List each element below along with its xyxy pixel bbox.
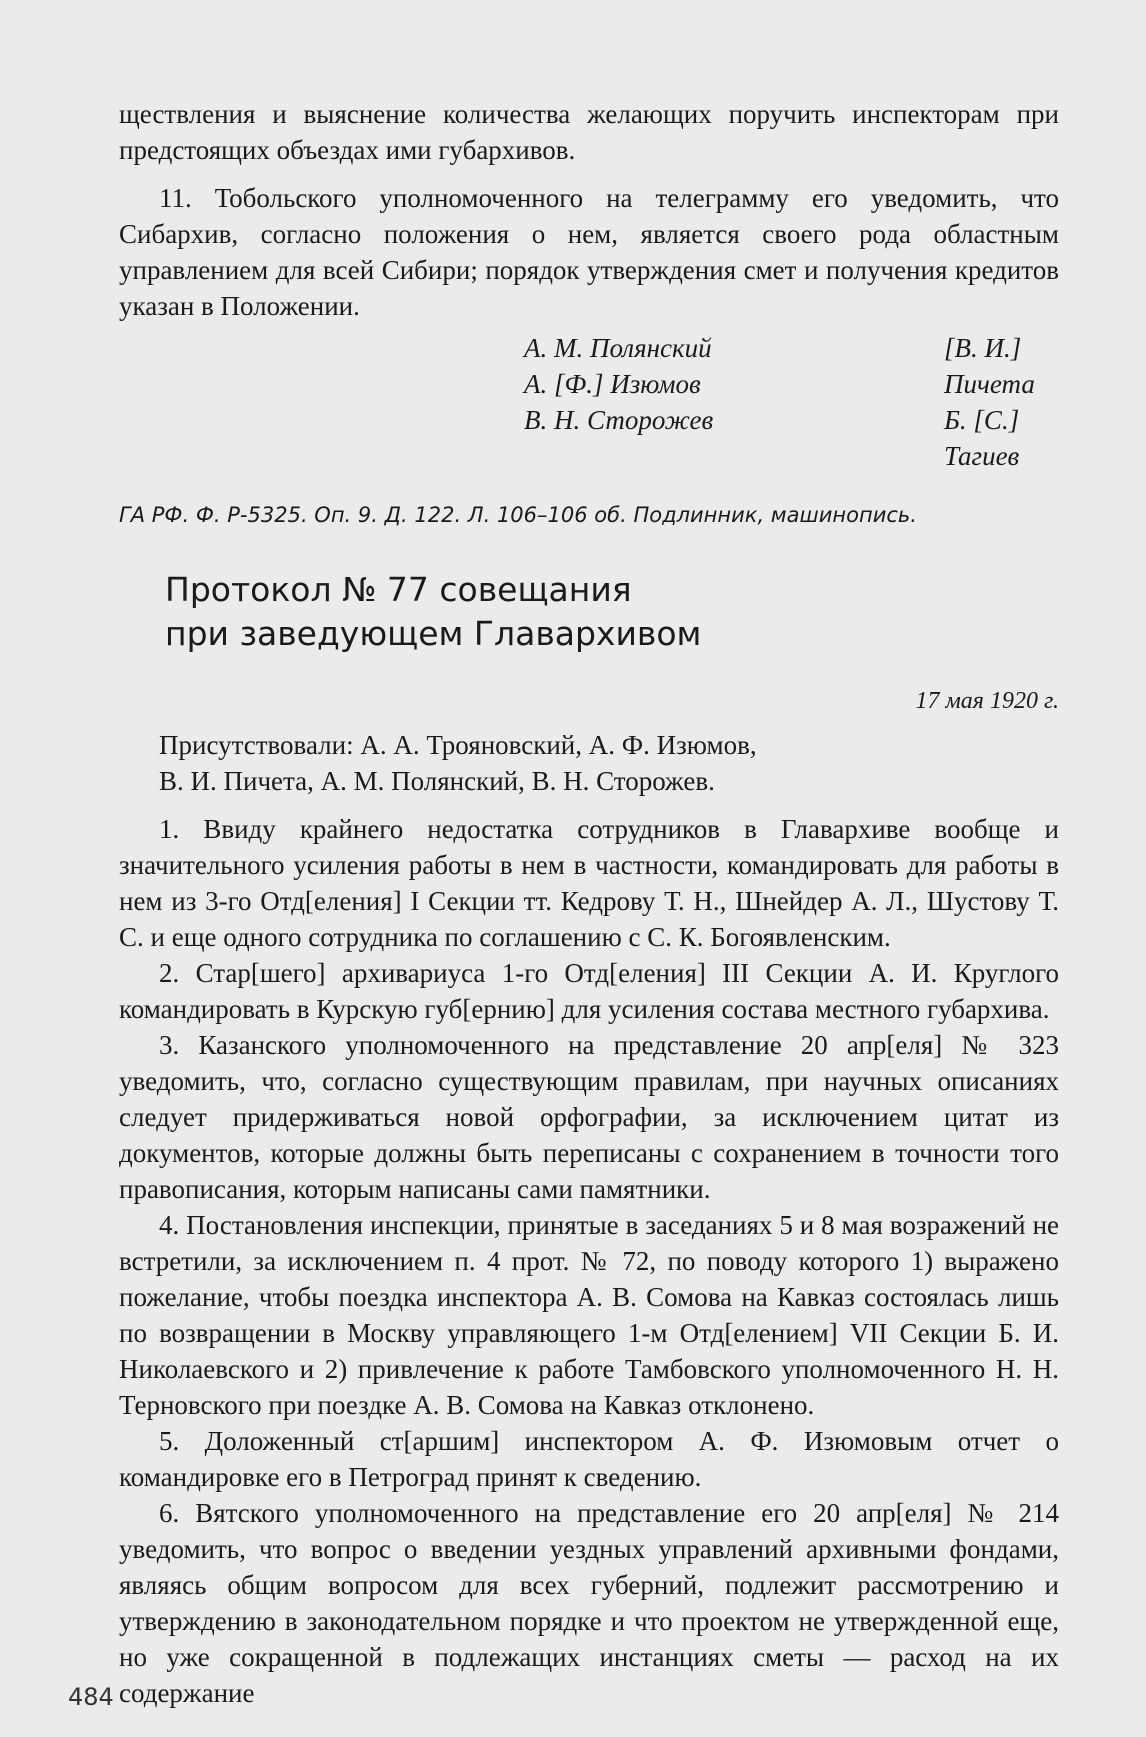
text-column bbox=[119, 96, 1059, 1711]
signature: Б. [С.] Тагиев bbox=[944, 405, 1020, 471]
signature: В. Н. Сторожев bbox=[524, 405, 714, 435]
paragraph-item-6: 6. Вятского уполномоченного на представление его 20 апр[еля] № 214 уведомить, что вопрос о введении уездных управлений архивными фондами, являясь общим вопросом для всех губерний, подлежит рассмотрению и утверждению в законодательном порядке и что проектом не утвержденной еще, но уже сокращенной в подлежащих инстанциях сметы — расход на их содержание bbox=[119, 1498, 1059, 1709]
paragraph-item-1: 1. Ввиду крайнего недостатка сотрудников в Главархиве вообще и значительного усиления работы в нем в частности, командировать для работы в нем из 3-го Отд[еления] I Секции тт. Кедрову Т. Н., Шнейдер А. Л., Шустову Т. С. и еще одного сотрудника по соглашению с С. К. Богоявленским. bbox=[119, 814, 1059, 953]
page-number: 484 bbox=[68, 1683, 114, 1711]
paragraph-item-11: 11. Тобольского уполномоченного на телеграмму его уведомить, что Сибархив, согласно положения о нем, является своего рода областным управлением для всей Сибири; порядок утверждения смет и получения кредитов указан в Положении. bbox=[119, 183, 1059, 321]
heading-line: при заведующем Главархивом bbox=[165, 614, 702, 653]
carryover-paragraph: ществления и выяснение количества желающих поручить инспекторам при предстоящих объездах ими губархивов. bbox=[119, 99, 1059, 165]
heading-line: Протокол № 77 совещания bbox=[165, 570, 632, 609]
paragraph-item-3: 3. Казанского уполномоченного на представление 20 апр[еля] № 323 уведомить, что, согласно существующим правилам, при научных описаниях следует придерживаться новой орфографии, за исключением цитат из документов, которые должны быть переписаны с сохранением в точности того правописания, которым написаны сами памятники. bbox=[119, 1030, 1059, 1205]
paragraph-item-5: 5. Доложенный ст[аршим] инспектором А. Ф. Изюмовым отчет о командировке его в Петроград принят к сведению. bbox=[119, 1426, 1059, 1493]
signature: А. М. Полянский bbox=[524, 333, 712, 363]
signatures bbox=[119, 330, 1059, 474]
attendees bbox=[119, 727, 1059, 799]
signature: А. [Ф.] Изюмов bbox=[524, 369, 701, 399]
archival-source: ГА РФ. Ф. Р-5325. Оп. 9. Д. 122. Л. 106–106 об. Подлинник, машинопись. bbox=[119, 503, 917, 527]
document-date: 17 мая 1920 г. bbox=[915, 688, 1059, 715]
document-heading bbox=[119, 568, 1059, 656]
attendees-line: В. И. Пичета, А. М. Полянский, В. Н. Сторожев. bbox=[159, 766, 715, 797]
paragraph-item-2: 2. Стар[шего] архивариуса 1-го Отд[еления] III Секции А. И. Круглого командировать в Курскую губ[ернию] для усиления состава местного губархива. bbox=[119, 958, 1059, 1025]
paragraph-item-4: 4. Постановления инспекции, принятые в заседаниях 5 и 8 мая возражений не встретили, за исключением п. 4 прот. № 72, по поводу которого 1) выражено пожелание, чтобы поездка инспектора А. В. Сомова на Кавказ состоялась лишь по возвращении в Москву управляющего 1-м Отд[елением] VII Секции Б. И. Николаевского и 2) привлечение к работе Тамбовского уполномоченного Н. Н. Терновского при поездке А. В. Сомова на Кавказ отклонено. bbox=[119, 1210, 1059, 1421]
attendees-line: Присутствовали: А. А. Трояновский, А. Ф. Изюмов, bbox=[159, 730, 757, 761]
signature: [В. И.] Пичета bbox=[944, 333, 1035, 399]
